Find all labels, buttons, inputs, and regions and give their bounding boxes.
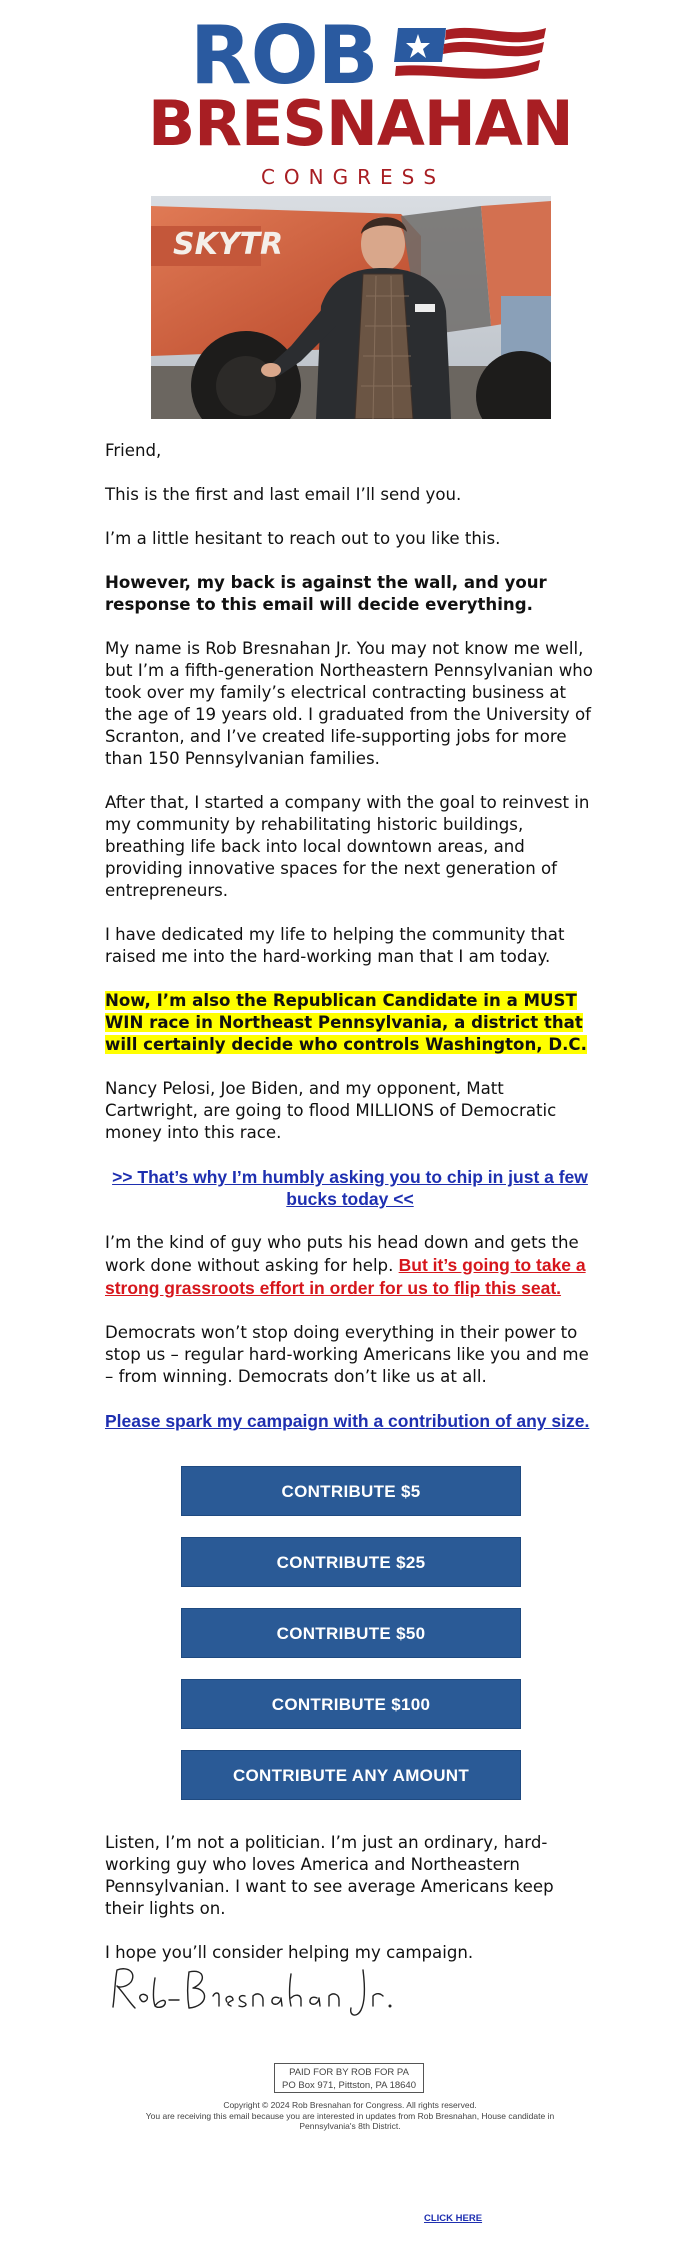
contribute-buttons — [181, 1466, 521, 1821]
po-box-line: PO Box 971, Pittston, PA 18640 — [282, 2080, 416, 2091]
paragraph-first-email: This is the first and last email I’ll send you. — [105, 485, 462, 504]
contribute-5-button[interactable]: CONTRIBUTE $5 — [181, 1466, 521, 1516]
footer-legal — [120, 2100, 580, 2132]
spark-campaign-link[interactable]: Please spark my campaign with a contribution of any size. — [105, 1411, 590, 1431]
signature — [105, 1962, 425, 2022]
paragraph-hope: I hope you’ll consider helping my campaign. — [105, 1943, 474, 1962]
paragraph-not-politician: Listen, I’m not a politician. I’m just an ordinary, hard-working guy who loves America and Northeastern Pennsylvanian. I want to see average Americans keep their lights on. — [105, 1833, 554, 1918]
contribute-25-button[interactable]: CONTRIBUTE $25 — [181, 1537, 521, 1587]
paragraph-opponents: Nancy Pelosi, Joe Biden, and my opponent, Matt Cartwright, are going to flood MILLIONS of Democratic money into this race. — [105, 1079, 557, 1142]
paragraph-must-win — [105, 990, 595, 1056]
copyright-line: Copyright © 2024 Rob Bresnahan for Congress. All rights reserved. — [223, 2100, 477, 2110]
logo-congress-text: CONGRESS — [260, 165, 446, 189]
email-body — [105, 440, 595, 1455]
paragraph-grassroots — [105, 1232, 595, 1300]
paragraph-spark — [105, 1410, 595, 1433]
paragraph-company: After that, I started a company with the goal to reinvest in my community by rehabilitating historic buildings, breathing life back into local downtown areas, and providing innovative spaces for the next generation of entrepreneurs. — [105, 793, 590, 900]
paragraph-bio: My name is Rob Bresnahan Jr. You may not know me well, but I’m a fifth-generation Northeastern Pennsylvanian who took over my family’s electrical contracting business at the age of 19 years old. I graduated from the University of Scranton, and I’ve created life-supporting jobs for more than 150 Pennsylvanian families. — [105, 639, 593, 768]
paid-for-box — [274, 2063, 424, 2093]
contribute-100-button[interactable]: CONTRIBUTE $100 — [181, 1679, 521, 1729]
chip-in-link[interactable]: >> That’s why I’m humbly asking you to chip in just a few bucks today << — [112, 1167, 588, 1209]
paragraph-chip-in — [105, 1166, 595, 1210]
paragraph-hesitant: I’m a little hesitant to reach out to you like this. — [105, 529, 501, 548]
contribute-50-button[interactable]: CONTRIBUTE $50 — [181, 1608, 521, 1658]
logo-rob-text: ROB — [190, 9, 378, 102]
grassroots-link[interactable]: But it’s going to take a strong grassroots effort in order for us to flip this seat. — [105, 1255, 586, 1298]
grassroots-text: I’m the kind of guy who puts his head down and gets the work done without asking for help. — [105, 1233, 579, 1275]
skytrak-sign: SKYTR — [173, 227, 284, 262]
campaign-logo — [148, 9, 573, 189]
paragraph-democrats: Democrats won’t stop doing everything in their power to stop us – regular hard-working Americans like you and me – from winning. Democrats don’t like us at all. — [105, 1323, 589, 1386]
candidate-photo-illustration — [151, 196, 551, 419]
logo-bresnahan-text: BRESNAHAN — [148, 87, 573, 160]
hero-photo — [151, 196, 551, 419]
paid-for-line: PAID FOR BY ROB FOR PA — [289, 2067, 409, 2078]
contribute-any-amount-button[interactable]: CONTRIBUTE ANY AMOUNT — [181, 1750, 521, 1800]
click-here-link[interactable]: CLICK HERE — [424, 2213, 483, 2224]
paragraph-dedicated: I have dedicated my life to helping the community that raised me into the hard-working man that I am today. — [105, 925, 565, 966]
greeting: Friend, — [105, 441, 162, 460]
highlighted-must-win: Now, I’m also the Republican Candidate in a MUST WIN race in Northeast Pennsylvania, a district that will certainly decide who controls Washington, D.C. — [105, 991, 587, 1054]
receiving-notice: You are receiving this email because you are interested in updates from Rob Bresnahan, House candidate in Pennsylvania's 8th District. — [145, 2110, 555, 2131]
paragraph-back-against-wall: However, my back is against the wall, and your response to this email will decide everything. — [105, 573, 547, 614]
